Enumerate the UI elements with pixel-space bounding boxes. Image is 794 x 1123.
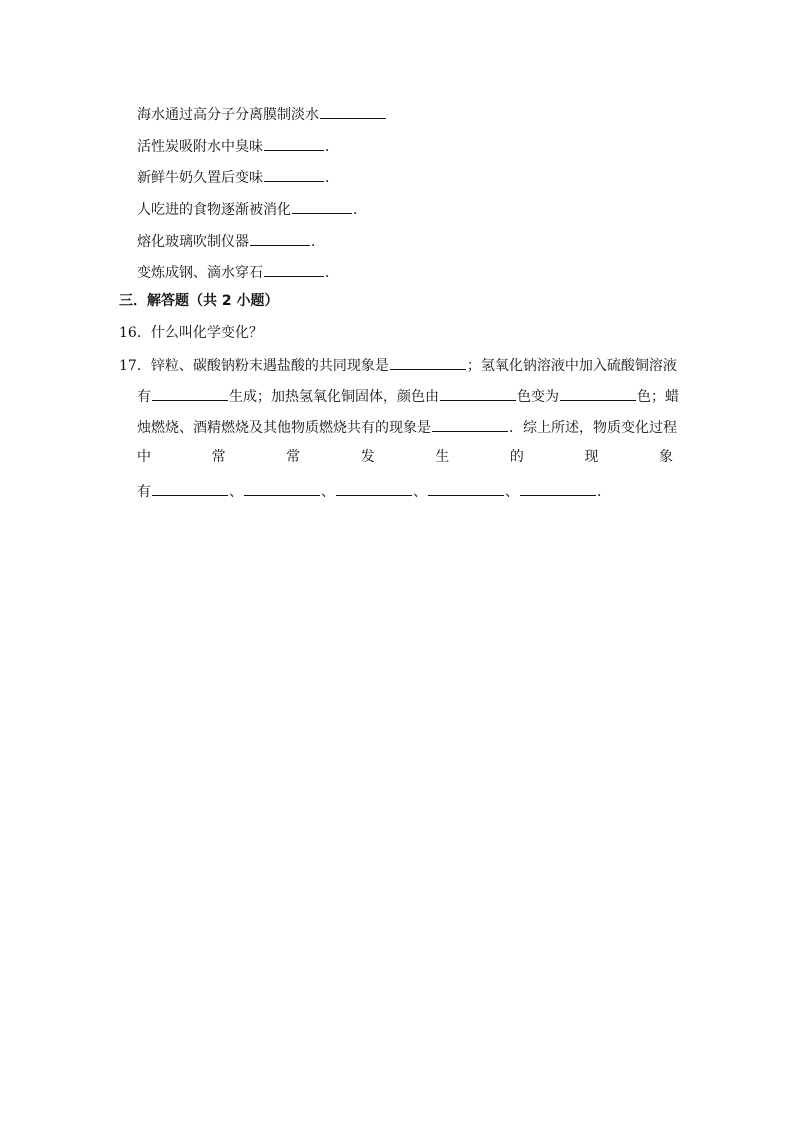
question-17-line-1: 17．锌粒、碳酸钠粉末遇盐酸的共同现象是 ；氢氧化钠溶液中加入硫酸铜溶液 [119, 355, 677, 375]
answer-blank[interactable] [428, 481, 504, 496]
fill-item-3: 新鲜牛奶久置后变味 ． [137, 167, 339, 187]
answer-blank[interactable] [264, 262, 324, 277]
fill-item-text: 变炼成钢、滴水穿石 [137, 265, 263, 281]
answer-blank[interactable] [264, 167, 324, 182]
question-17-line-3: 烛燃烧、酒精燃烧及其他物质燃烧共有的现象是 ．综上所述，物质变化过程 [137, 417, 677, 437]
answer-blank[interactable] [560, 386, 636, 401]
answer-blank[interactable] [250, 231, 310, 246]
section-heading: 三．解答题（共 2 小题） [119, 293, 279, 309]
question-17-line-4: 中 常 常 发 生 的 现 象 [137, 449, 673, 465]
answer-blank[interactable] [152, 481, 228, 496]
question-17-line-2: 有 生成；加热氢氧化铜固体，颜色由 色变为 色；蜡 [137, 386, 679, 406]
fill-item-text: 海水通过高分子分离膜制淡水 [137, 107, 319, 123]
fill-item-text: 人吃进的食物逐渐被消化 [137, 202, 291, 218]
question-16: 16．什么叫化学变化？ [119, 325, 263, 341]
answer-blank[interactable] [320, 104, 386, 119]
fill-item-text: 新鲜牛奶久置后变味 [137, 170, 263, 186]
fill-item-5: 熔化玻璃吹制仪器 ． [137, 231, 325, 251]
fill-item-2: 活性炭吸附水中臭味 ． [137, 136, 339, 156]
answer-blank[interactable] [292, 199, 352, 214]
question-17-line-5: 有 、 、 、 、 ． [137, 481, 611, 501]
answer-blank[interactable] [336, 481, 412, 496]
fill-item-1 [137, 104, 387, 124]
answer-blank[interactable] [152, 386, 228, 401]
answer-blank[interactable] [440, 386, 516, 401]
answer-blank[interactable] [244, 481, 320, 496]
answer-blank[interactable] [264, 136, 324, 151]
answer-blank[interactable] [520, 481, 596, 496]
fill-item-text: 活性炭吸附水中臭味 [137, 139, 263, 155]
answer-blank[interactable] [390, 355, 466, 370]
answer-blank[interactable] [432, 417, 508, 432]
fill-item-text: 熔化玻璃吹制仪器 [137, 234, 249, 250]
fill-item-6: 变炼成钢、滴水穿石 ． [137, 262, 339, 282]
fill-item-4: 人吃进的食物逐渐被消化 ． [137, 199, 367, 219]
